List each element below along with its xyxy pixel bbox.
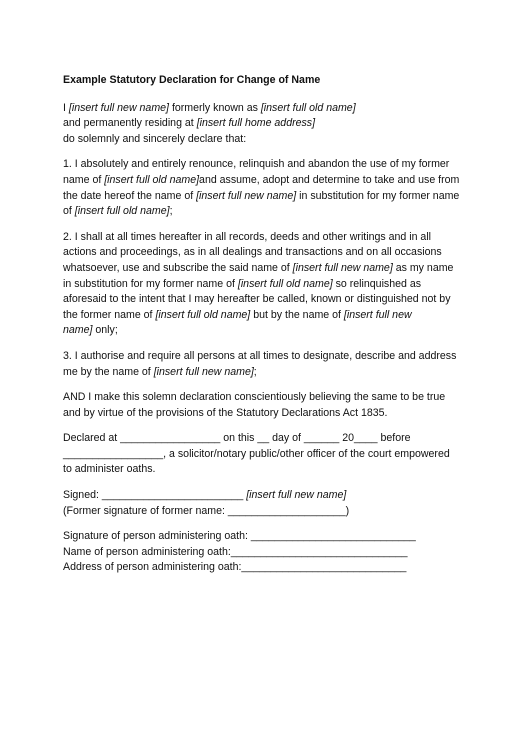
document-body: [63, 73, 473, 586]
declared-at-block: [63, 431, 473, 478]
clause-1-line-1: 1. I absolutely and entirely renounce, relinquish and abandon the use of my former: [63, 158, 450, 171]
declared-line-1: Declared at _________________ on this __ day of ______ 20____ before: [63, 432, 411, 445]
clause-text: whatsoever, use and subscribe the said name of: [63, 261, 293, 274]
placeholder-old-name: [insert full old name]: [155, 308, 251, 321]
clause-1-line-4: [63, 204, 473, 220]
clause-1: [63, 157, 473, 219]
intro-text: I: [63, 101, 69, 114]
oath-name-line: Name of person administering oath:______________________________: [63, 545, 408, 558]
intro-line-2: [63, 116, 473, 132]
clause-2-line-7: [63, 323, 473, 339]
clause-text: of: [63, 205, 75, 218]
placeholder-new-name: [insert full new name]: [153, 365, 254, 378]
clause-text: me by the name of: [63, 365, 154, 378]
placeholder-old-name: [insert full old name]: [260, 101, 356, 114]
clause-2-line-1: 2. I shall at all times hereafter in all records, deeds and other writings and in all: [63, 230, 432, 243]
clause-text: and assume, adopt and determine to take and use from: [199, 173, 460, 186]
clause-2-line-4: [63, 277, 473, 293]
intro-paragraph: [63, 101, 473, 148]
clause-3: [63, 349, 473, 380]
clause-text: ;: [169, 205, 173, 218]
former-signature-line: (Former signature of former name: ____________________): [63, 504, 350, 517]
solemn-declaration: [63, 390, 473, 421]
placeholder-new-name: [insert full new name]: [196, 189, 297, 202]
clause-2-line-3: [63, 261, 473, 277]
placeholder-new-name-cont: name]: [63, 324, 93, 337]
solemn-line-2: and by virtue of the provisions of the Statutory Declarations Act 1835.: [63, 406, 388, 419]
clause-text: but by the name of: [250, 308, 344, 321]
intro-text: formerly known as: [169, 101, 261, 114]
oath-block: [63, 529, 473, 576]
clause-2-line-2: actions and proceedings, as in all dealings and transactions and on all occasions: [63, 246, 442, 259]
clause-3-line-1: 3. I authorise and require all persons at all times to designate, describe and address: [63, 349, 457, 362]
clause-text: as my name: [392, 261, 454, 274]
declared-line-3: to administer oaths.: [63, 463, 156, 476]
placeholder-new-name: [insert full new name]: [68, 101, 169, 114]
clause-text: so relinquished as: [332, 277, 422, 290]
clause-1-line-2: [63, 173, 473, 189]
clause-text: the former name of: [63, 308, 156, 321]
placeholder-new-name: [insert full new name]: [246, 489, 347, 502]
signed-line-1: [63, 488, 473, 504]
placeholder-new-name: [insert full new name]: [292, 261, 393, 274]
clause-text: the date hereof the name of: [63, 189, 197, 202]
placeholder-home-address: [insert full home address]: [196, 117, 316, 130]
clause-2-line-5: aforesaid to the intent that I may hereafter be called, known or distinguished not by: [63, 293, 451, 306]
clause-2-line-6: [63, 308, 473, 324]
clause-text: name of: [63, 173, 105, 186]
placeholder-old-name: [insert full old name]: [74, 205, 170, 218]
placeholder-old-name: [insert full old name]: [237, 277, 333, 290]
placeholder-old-name: [insert full old name]: [104, 173, 200, 186]
clause-text: only;: [92, 324, 118, 337]
clause-1-line-3: [63, 189, 473, 205]
intro-line-1: [63, 101, 473, 117]
intro-text: and permanently residing at: [63, 117, 197, 130]
clause-3-line-2: [63, 365, 473, 381]
intro-line-3: do solemnly and sincerely declare that:: [63, 132, 247, 145]
clause-text: ;: [253, 365, 257, 378]
signed-block: [63, 488, 473, 519]
declared-line-2: _________________, a solicitor/notary public/other officer of the court empowered: [63, 447, 450, 460]
clause-text: in substitution for my former name: [296, 189, 460, 202]
placeholder-new-name: [insert full new: [343, 308, 412, 321]
clause-text: in substitution for my former name of: [63, 277, 238, 290]
oath-signature-line: Signature of person administering oath: ____________________________: [63, 530, 416, 543]
oath-address-line: Address of person administering oath:____________________________: [63, 561, 407, 574]
document-title: Example Statutory Declaration for Change of Name: [63, 74, 321, 86]
signed-label: Signed: ________________________: [63, 489, 247, 502]
solemn-line-1: AND I make this solemn declaration conscientiously believing the same to be true: [63, 391, 446, 404]
clause-2: [63, 230, 473, 339]
